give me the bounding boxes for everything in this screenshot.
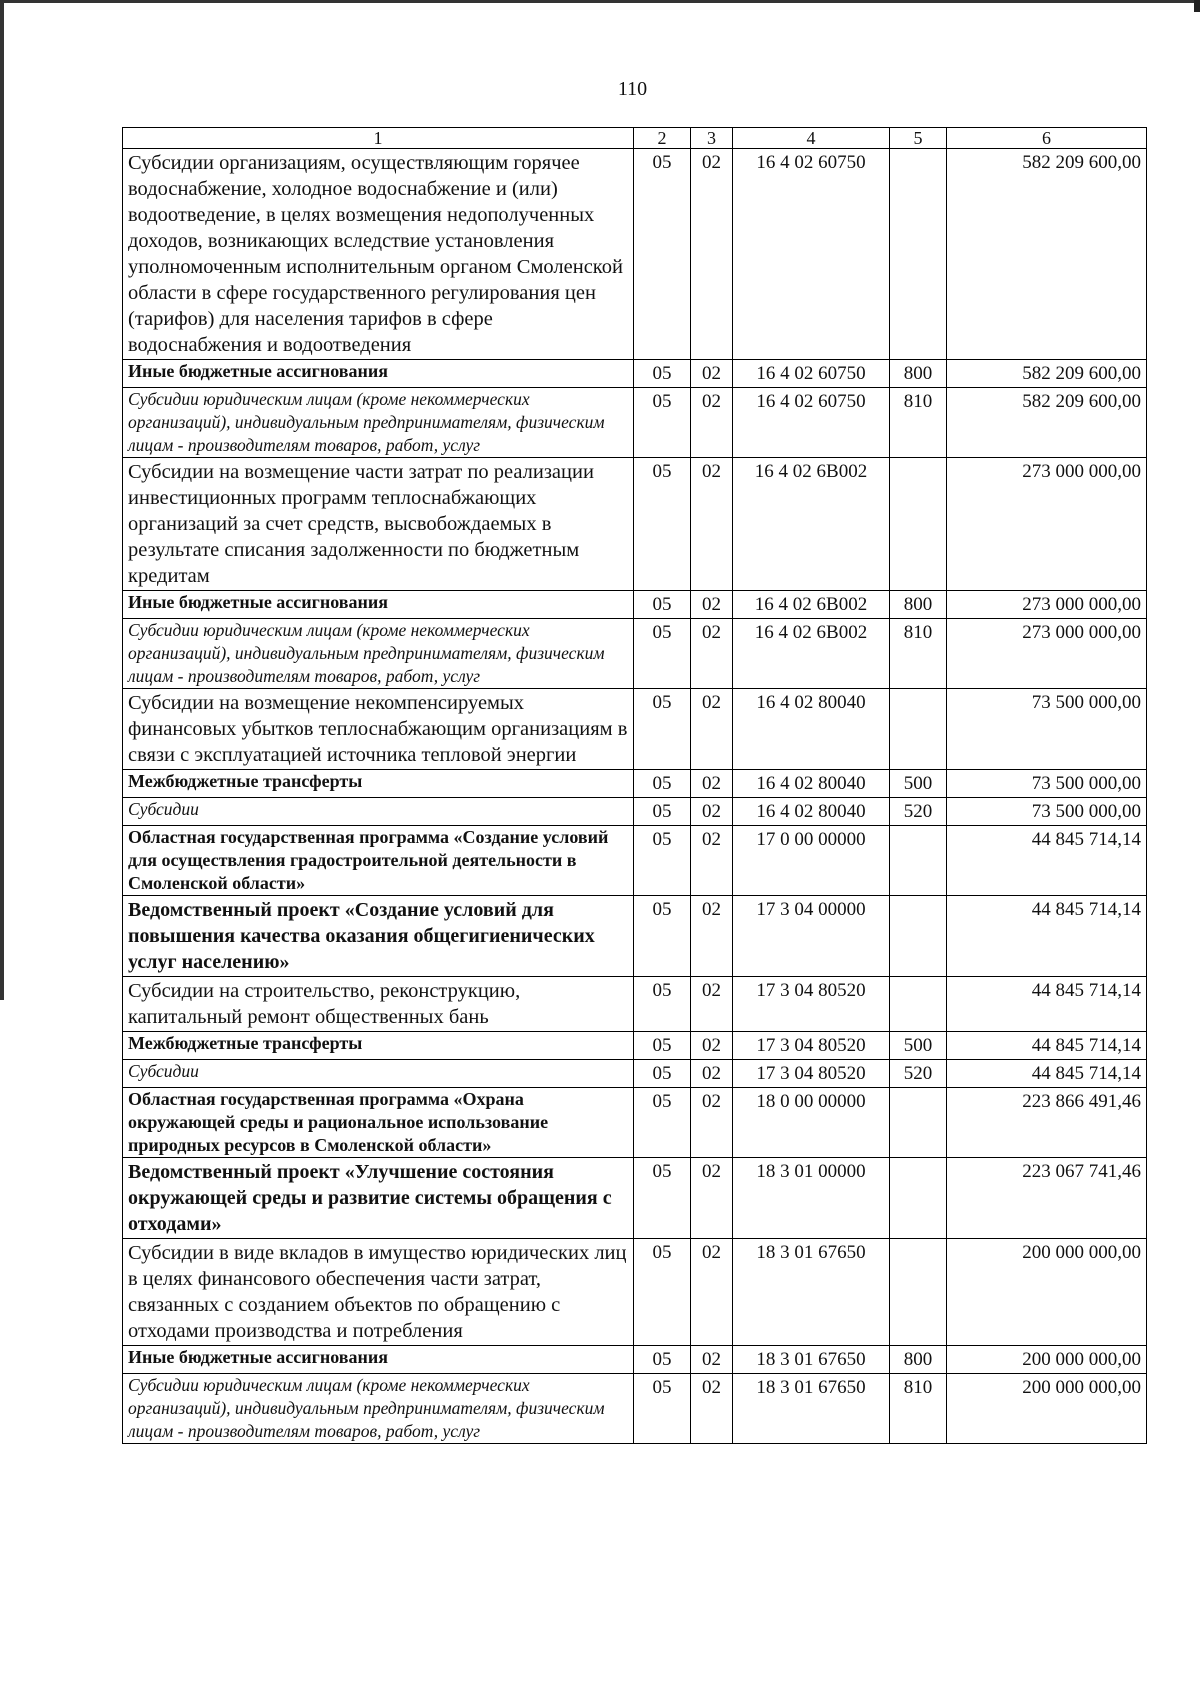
cell-name: Субсидии юридическим лицам (кроме некоммерческих организаций), индивидуальным предпринимателям, физическим лицам - производителям товаров, работ, услуг bbox=[123, 619, 634, 689]
cell-target-article: 17 0 00 00000 bbox=[733, 826, 890, 896]
table-row bbox=[123, 1239, 1147, 1346]
table-row bbox=[123, 826, 1147, 896]
table-row bbox=[123, 591, 1147, 619]
table-row bbox=[123, 1088, 1147, 1158]
cell-name: Субсидии на строительство, реконструкцию, капитальный ремонт общественных бань bbox=[123, 977, 634, 1032]
cell-target-article: 16 4 02 80040 bbox=[733, 689, 890, 770]
cell-subsection: 02 bbox=[691, 149, 733, 360]
cell-amount: 73 500 000,00 bbox=[947, 689, 1147, 770]
cell-target-article: 16 4 02 60750 bbox=[733, 360, 890, 388]
cell-subsection: 02 bbox=[691, 1158, 733, 1239]
cell-target-article: 17 3 04 00000 bbox=[733, 896, 890, 977]
cell-section: 05 bbox=[634, 458, 691, 591]
cell-expense-type bbox=[890, 1239, 947, 1346]
cell-amount: 582 209 600,00 bbox=[947, 149, 1147, 360]
cell-name: Субсидии организациям, осуществляющим горячее водоснабжение, холодное водоснабжение и (или) водоотведение, в целях возмещения недополученных доходов, возникающих вследствие установления уполномоченным исполнительным органом Смоленской области в сфере государственного регулирования цен (тарифов) для населения тарифов в сфере водоснабжения и водоотведения bbox=[123, 149, 634, 360]
cell-expense-type bbox=[890, 1088, 947, 1158]
cell-subsection: 02 bbox=[691, 798, 733, 826]
cell-amount: 44 845 714,14 bbox=[947, 896, 1147, 977]
cell-name: Ведомственный проект «Создание условий для повышения качества оказания общегигиенических услуг населению» bbox=[123, 896, 634, 977]
table-row bbox=[123, 977, 1147, 1032]
table-row bbox=[123, 360, 1147, 388]
cell-expense-type bbox=[890, 149, 947, 360]
table-row bbox=[123, 689, 1147, 770]
cell-amount: 73 500 000,00 bbox=[947, 798, 1147, 826]
cell-name: Межбюджетные трансферты bbox=[123, 770, 634, 798]
cell-expense-type bbox=[890, 896, 947, 977]
cell-amount: 273 000 000,00 bbox=[947, 619, 1147, 689]
cell-section: 05 bbox=[634, 149, 691, 360]
table-row bbox=[123, 896, 1147, 977]
cell-name: Иные бюджетные ассигнования bbox=[123, 1346, 634, 1374]
cell-target-article: 18 0 00 00000 bbox=[733, 1088, 890, 1158]
cell-name: Субсидии bbox=[123, 798, 634, 826]
cell-name: Субсидии на возмещение некомпенсируемых финансовых убытков теплоснабжающим организациям в связи с эксплуатацией источника тепловой энергии bbox=[123, 689, 634, 770]
cell-name: Ведомственный проект «Улучшение состояния окружающей среды и развитие системы обращения с отходами» bbox=[123, 1158, 634, 1239]
scan-edge-right bbox=[1194, 0, 1200, 12]
cell-expense-type bbox=[890, 1158, 947, 1239]
table-row bbox=[123, 619, 1147, 689]
cell-amount: 73 500 000,00 bbox=[947, 770, 1147, 798]
cell-target-article: 16 4 02 80040 bbox=[733, 770, 890, 798]
cell-section: 05 bbox=[634, 1158, 691, 1239]
cell-amount: 44 845 714,14 bbox=[947, 1032, 1147, 1060]
cell-amount: 582 209 600,00 bbox=[947, 360, 1147, 388]
cell-target-article: 16 4 02 6В002 bbox=[733, 619, 890, 689]
cell-subsection: 02 bbox=[691, 1088, 733, 1158]
cell-section: 05 bbox=[634, 1060, 691, 1088]
cell-section: 05 bbox=[634, 977, 691, 1032]
cell-amount: 223 067 741,46 bbox=[947, 1158, 1147, 1239]
cell-name: Субсидии bbox=[123, 1060, 634, 1088]
cell-subsection: 02 bbox=[691, 689, 733, 770]
cell-subsection: 02 bbox=[691, 1060, 733, 1088]
cell-expense-type: 800 bbox=[890, 360, 947, 388]
cell-target-article: 17 3 04 80520 bbox=[733, 977, 890, 1032]
cell-amount: 200 000 000,00 bbox=[947, 1374, 1147, 1444]
cell-amount: 273 000 000,00 bbox=[947, 458, 1147, 591]
cell-expense-type: 500 bbox=[890, 1032, 947, 1060]
cell-expense-type: 520 bbox=[890, 798, 947, 826]
column-header: 5 bbox=[890, 128, 947, 149]
cell-subsection: 02 bbox=[691, 388, 733, 458]
cell-amount: 44 845 714,14 bbox=[947, 826, 1147, 896]
cell-subsection: 02 bbox=[691, 1374, 733, 1444]
cell-expense-type bbox=[890, 689, 947, 770]
cell-subsection: 02 bbox=[691, 458, 733, 591]
cell-section: 05 bbox=[634, 591, 691, 619]
cell-expense-type: 810 bbox=[890, 388, 947, 458]
cell-expense-type bbox=[890, 826, 947, 896]
cell-expense-type: 810 bbox=[890, 1374, 947, 1444]
cell-amount: 200 000 000,00 bbox=[947, 1346, 1147, 1374]
cell-subsection: 02 bbox=[691, 770, 733, 798]
cell-expense-type bbox=[890, 977, 947, 1032]
cell-name: Областная государственная программа «Охрана окружающей среды и рациональное использование природных ресурсов в Смоленской области» bbox=[123, 1088, 634, 1158]
cell-section: 05 bbox=[634, 826, 691, 896]
cell-target-article: 16 4 02 6В002 bbox=[733, 591, 890, 619]
cell-section: 05 bbox=[634, 896, 691, 977]
budget-table bbox=[122, 127, 1147, 1444]
cell-target-article: 16 4 02 60750 bbox=[733, 388, 890, 458]
cell-target-article: 18 3 01 67650 bbox=[733, 1346, 890, 1374]
scan-edge-top bbox=[0, 0, 1200, 3]
cell-name: Субсидии юридическим лицам (кроме некоммерческих организаций), индивидуальным предпринимателям, физическим лицам - производителям товаров, работ, услуг bbox=[123, 1374, 634, 1444]
cell-section: 05 bbox=[634, 689, 691, 770]
cell-target-article: 18 3 01 00000 bbox=[733, 1158, 890, 1239]
table-row bbox=[123, 1346, 1147, 1374]
page-number: 110 bbox=[617, 78, 648, 100]
cell-section: 05 bbox=[634, 1239, 691, 1346]
cell-target-article: 18 3 01 67650 bbox=[733, 1374, 890, 1444]
cell-name: Областная государственная программа «Создание условий для осуществления градостроительной деятельности в Смоленской области» bbox=[123, 826, 634, 896]
cell-section: 05 bbox=[634, 1032, 691, 1060]
table-row bbox=[123, 1032, 1147, 1060]
cell-section: 05 bbox=[634, 798, 691, 826]
cell-name: Иные бюджетные ассигнования bbox=[123, 360, 634, 388]
cell-amount: 200 000 000,00 bbox=[947, 1239, 1147, 1346]
cell-expense-type: 800 bbox=[890, 591, 947, 619]
column-header: 2 bbox=[634, 128, 691, 149]
cell-name: Субсидии в виде вкладов в имущество юридических лиц в целях финансового обеспечения части затрат, связанных с созданием объектов по обращению с отходами производства и потребления bbox=[123, 1239, 634, 1346]
column-header: 1 bbox=[123, 128, 634, 149]
table-row bbox=[123, 149, 1147, 360]
cell-section: 05 bbox=[634, 1346, 691, 1374]
table-row bbox=[123, 1158, 1147, 1239]
cell-target-article: 16 4 02 80040 bbox=[733, 798, 890, 826]
cell-amount: 273 000 000,00 bbox=[947, 591, 1147, 619]
cell-target-article: 16 4 02 60750 bbox=[733, 149, 890, 360]
cell-amount: 223 866 491,46 bbox=[947, 1088, 1147, 1158]
cell-amount: 44 845 714,14 bbox=[947, 1060, 1147, 1088]
cell-expense-type bbox=[890, 458, 947, 591]
table-row bbox=[123, 388, 1147, 458]
cell-name: Межбюджетные трансферты bbox=[123, 1032, 634, 1060]
cell-target-article: 17 3 04 80520 bbox=[733, 1032, 890, 1060]
cell-section: 05 bbox=[634, 360, 691, 388]
cell-amount: 582 209 600,00 bbox=[947, 388, 1147, 458]
cell-expense-type: 520 bbox=[890, 1060, 947, 1088]
cell-amount: 44 845 714,14 bbox=[947, 977, 1147, 1032]
cell-subsection: 02 bbox=[691, 977, 733, 1032]
cell-subsection: 02 bbox=[691, 591, 733, 619]
table-row bbox=[123, 1060, 1147, 1088]
cell-name: Субсидии юридическим лицам (кроме некоммерческих организаций), индивидуальным предпринимателям, физическим лицам - производителям товаров, работ, услуг bbox=[123, 388, 634, 458]
cell-expense-type: 800 bbox=[890, 1346, 947, 1374]
cell-section: 05 bbox=[634, 388, 691, 458]
cell-target-article: 18 3 01 67650 bbox=[733, 1239, 890, 1346]
table-row bbox=[123, 1374, 1147, 1444]
cell-subsection: 02 bbox=[691, 1239, 733, 1346]
cell-section: 05 bbox=[634, 1374, 691, 1444]
cell-target-article: 16 4 02 6В002 bbox=[733, 458, 890, 591]
column-header: 4 bbox=[733, 128, 890, 149]
table-row bbox=[123, 458, 1147, 591]
cell-name: Субсидии на возмещение части затрат по реализации инвестиционных программ теплоснабжающих организаций за счет средств, высвобождаемых в результате списания задолженности по бюджетным кредитам bbox=[123, 458, 634, 591]
table-row bbox=[123, 798, 1147, 826]
cell-subsection: 02 bbox=[691, 1032, 733, 1060]
scan-edge-left bbox=[0, 0, 4, 1000]
cell-expense-type: 810 bbox=[890, 619, 947, 689]
cell-subsection: 02 bbox=[691, 826, 733, 896]
cell-subsection: 02 bbox=[691, 896, 733, 977]
table-header-row bbox=[123, 128, 1147, 149]
cell-section: 05 bbox=[634, 1088, 691, 1158]
column-header: 6 bbox=[947, 128, 1147, 149]
cell-section: 05 bbox=[634, 770, 691, 798]
cell-target-article: 17 3 04 80520 bbox=[733, 1060, 890, 1088]
table-row bbox=[123, 770, 1147, 798]
column-header: 3 bbox=[691, 128, 733, 149]
cell-subsection: 02 bbox=[691, 619, 733, 689]
cell-subsection: 02 bbox=[691, 360, 733, 388]
cell-expense-type: 500 bbox=[890, 770, 947, 798]
cell-subsection: 02 bbox=[691, 1346, 733, 1374]
cell-section: 05 bbox=[634, 619, 691, 689]
cell-name: Иные бюджетные ассигнования bbox=[123, 591, 634, 619]
